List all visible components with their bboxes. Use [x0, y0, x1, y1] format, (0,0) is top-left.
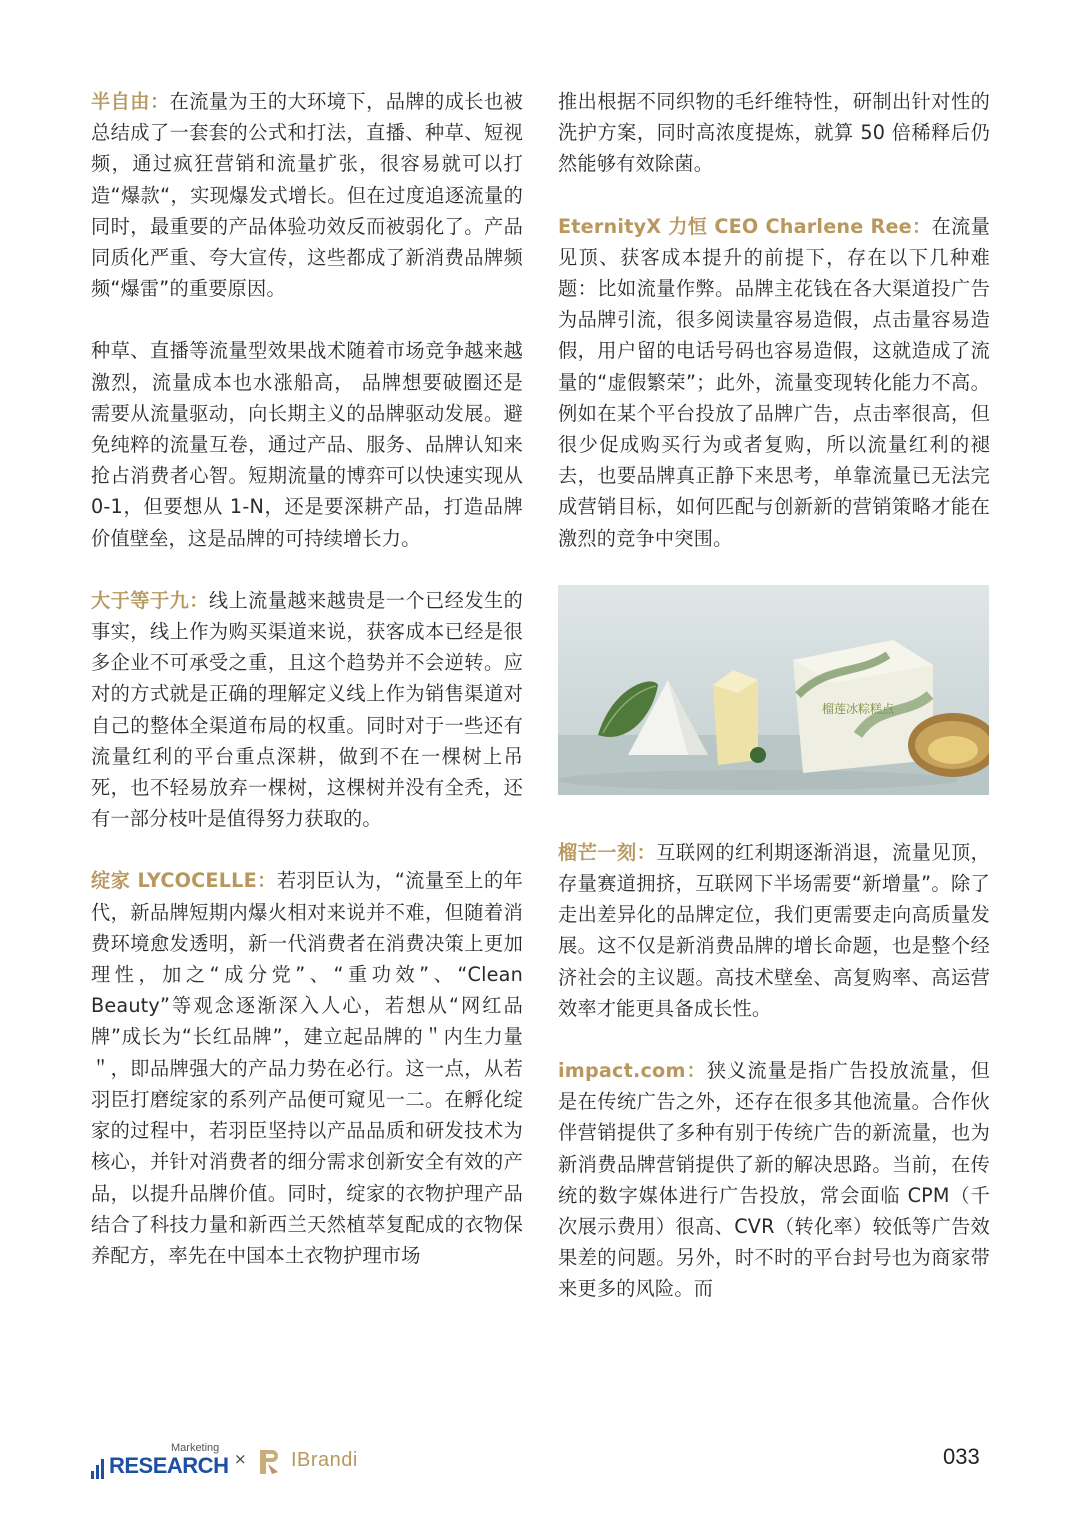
left-column: [91, 86, 523, 1302]
times-sign: ×: [234, 1450, 247, 1468]
product-photo: [558, 585, 989, 795]
paragraph-text: 在流量为王的大环境下，品牌的成长也被总结成了一套套的公式和打法，直播、种草、短视频，通过疯狂营销和流量扩张，很容易就可以打造“爆款“，实现爆发式增长。但在过度追逐流量的同时，最重要的产品体验功效反而被弱化了。产品同质化严重、夸大宣传，这些都成了新消费品牌频频“爆雷”的重要原因。: [91, 90, 523, 301]
paragraph-text: 狭义流量是指广告投放流量，但是在传统广告之外，还存在很多其他流量。合作伙伴营销提供了多种有别于传统广告的新流量，也为新消费品牌营销提供了新的解决思路。当前，在传统的数字媒体进行广告投放，常会面临 CPM（千次展示费用）很高、CVR（转化率）较低等广告效果差的问题。另外，时不时的平台封号也为商家带来更多的风险。而: [558, 1059, 990, 1301]
product-box-title: 榴莲冰粽糕点: [821, 701, 895, 716]
page-number: 033: [943, 1444, 980, 1469]
speaker-name: 半自由：: [91, 90, 170, 113]
paragraph: [558, 211, 990, 554]
footer: [91, 1440, 991, 1484]
product-illustration: [558, 585, 989, 795]
paragraph: [558, 86, 990, 180]
paragraph: [91, 335, 523, 553]
paragraph-text: 互联网的红利期逐渐消退，流量见顶，存量赛道拥挤，互联网下半场需要“新增量”。除了走出差异化的品牌定位，我们更需要走向高质量发展。这不仅是新消费品牌的增长命题，也是整个经济社会的主议题。高技术壁垒、高复购率、高运营效率才能更具备成长性。: [558, 840, 991, 1020]
logo-main-text: RESEARCH: [109, 1453, 229, 1478]
paragraph-text: 若羽臣认为，“流量至上的年代，新品牌短期内爆火相对来说并不难，但随着消费环境愈发透明，新一代消费者在消费决策上更加理性，加之“成分党”、“重功效”、“Clean Beauty”等观念逐渐深入人心，若想从“网红品牌”成长为“长红品牌”，建立起品牌的＂内生力量＂，即品牌强大的产品力势在必行。这一点，从若羽臣打磨绽家的系列产品便可窥见一二。在孵化绽家的过程中，若羽臣坚持以产品品质和研发技术为核心，并针对消费者的细分需求创新安全有效的产品，以提升品牌价值。同时，绽家的衣物护理产品结合了科技力量和新西兰天然植萃复配成的衣物保养配方，率先在中国本土衣物护理市场: [91, 869, 523, 1267]
speaker-name: impact.com：: [558, 1059, 707, 1083]
paragraph: [558, 837, 990, 1024]
speaker-name: 榴芒一刻：: [558, 840, 657, 864]
paragraph-text: 种草、直播等流量型效果战术随着市场竞争越来越激烈，流量成本也水涨船高， 品牌想要破圈还是需要从流量驱动，向长期主义的品牌驱动发展。避免纯粹的流量互卷，通过产品、服务、品牌认知来抢占消费者心智。短期流量的博弈可以快速实现从 0-1，但要想从 1-N，还是要深耕产品，打造品牌价值壁垒，这是品牌的可持续增长力。: [91, 339, 523, 550]
paragraph-text: 线上流量越来越贵是一个已经发生的事实，线上作为购买渠道来说，获客成本已经是很多企业不可承受之重，且这个趋势并不会逆转。应对的方式就是正确的理解定义线上作为销售渠道对自己的整体全渠道布局的权重。同时对于一些还有流量红利的平台重点深耕，做到不在一棵树上吊死，也不轻易放弃一棵树，这棵树并没有全秃，还有一部分枝叶是值得努力获取的。: [91, 588, 523, 831]
right-column: [558, 86, 990, 1336]
paragraph-text: 推出根据不同织物的毛纤维特性，研制出针对性的洗护方案，同时高浓度提炼，就算 50 倍稀释后仍然能够有效除菌。: [558, 90, 990, 176]
paragraph: [91, 585, 523, 835]
speaker-name: 绽家 LYCOCELLE：: [91, 869, 277, 893]
marketing-research-logo: [91, 1442, 231, 1482]
speaker-name: EternityX 力恒 CEO Charlene Ree：: [558, 214, 932, 238]
paragraph: [558, 1055, 990, 1305]
paragraph-text: 在流量见顶、获客成本提升的前提下，存在以下几种难题：比如流量作弊。品牌主花钱在各大渠道投广告为品牌引流，很多阅读量容易造假，点击量容易造假，用户留的电话号码也容易造假，这就造成了流量的“虚假繁荣”；此外，流量变现转化能力不高。例如在某个平台投放了品牌广告，点击率很高，但很少促成购买行为或者复购，所以流量红利的褪去，也要品牌真正静下来思考，单靠流量已无法完成营销目标，如何匹配与创新新的营销策略才能在激烈的竞争中突围。: [558, 214, 990, 550]
speaker-name: 大于等于九：: [91, 588, 209, 612]
paragraph: [91, 86, 523, 304]
ibrandi-logo-text: IBrandi: [291, 1449, 358, 1471]
paragraph: [91, 865, 523, 1271]
ibrandi-logo-icon: [256, 1446, 284, 1478]
logo-small-text: Marketing: [171, 1442, 220, 1454]
bar-chart-icon: [91, 1459, 106, 1479]
